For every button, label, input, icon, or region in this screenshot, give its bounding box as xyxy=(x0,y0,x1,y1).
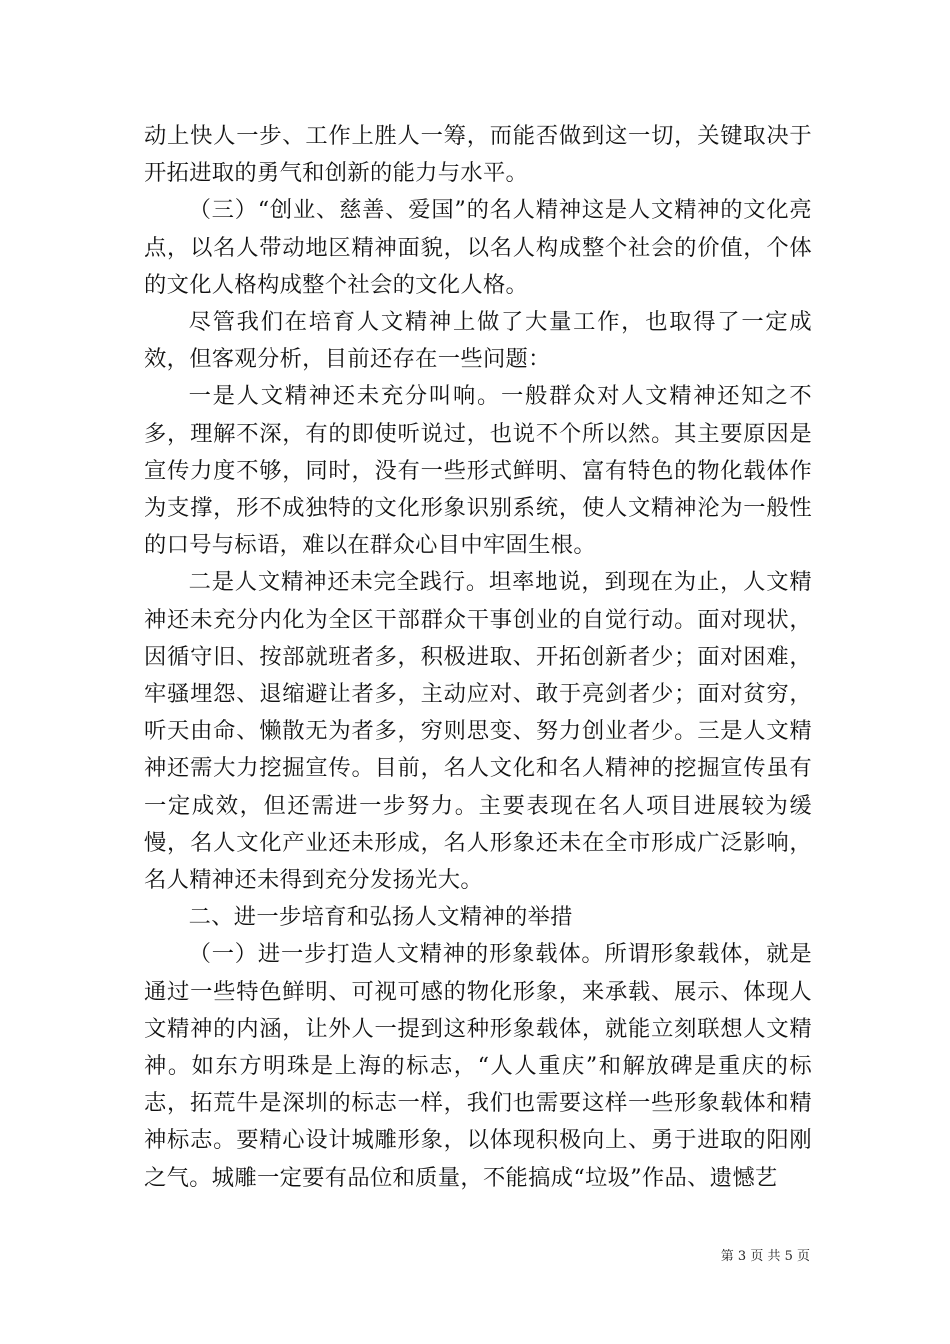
paragraph-measure-one: （一）进一步打造人文精神的形象载体。所谓形象载体，就是通过一些特色鲜明、可视可感的物化形象，来承载、展示、体现人文精神的内涵，让外人一提到这种形象载体，就能立刻联想人文精神。如东方明珠是上海的标志，“人人重庆”和解放碑是重庆的标志，拓荒牛是深圳的标志一样，我们也需要这样一些形象载体和精神标志。要精心设计城雕形象，以体现积极向上、勇于进取的阳刚之气。城雕一定要有品位和质量，不能搞成“垃圾”作品、遗憾艺 xyxy=(144,941,812,1191)
section-heading-measures: 二、进一步培育和弘扬人文精神的举措 xyxy=(188,904,573,931)
paragraph-problem-one: 一是人文精神还未充分叫响。一般群众对人文精神还知之不多，理解不深，有的即使听说过，也说不个所以然。其主要原因是宣传力度不够，同时，没有一些形式鲜明、富有特色的物化载体作为支撑，形不成独特的文化形象识别系统，使人文精神沦为一般性的口号与标语，难以在群众心目中牢固生根。 xyxy=(144,383,812,559)
page-number-footer: 第 3 页 共 5 页 xyxy=(720,1249,810,1264)
paragraph-problem-two-three: 二是人文精神还未完全践行。坦率地说，到现在为止，人文精神还未充分内化为全区干部群众干事创业的自觉行动。面对现状，因循守旧、按部就班者多，积极进取、开拓创新者少；面对困难，牢骚埋怨、退缩避让者多，主动应对、敢于亮剑者少；面对贫穷，听天由命、懒散无为者多，穷则思变、努力创业者少。三是人文精神还需大力挖掘宣传。目前，名人文化和名人精神的挖掘宣传虽有一定成效，但还需进一步努力。主要表现在名人项目进展较为缓慢，名人文化产业还未形成，名人形象还未在全市形成广泛影响，名人精神还未得到充分发扬光大。 xyxy=(144,569,812,894)
paragraph-continued: 动上快人一步、工作上胜人一筹，而能否做到这一切，关键取决于开拓进取的勇气和创新的能力与水平。 xyxy=(144,123,812,187)
document-body xyxy=(144,118,812,1197)
paragraph-problems-intro: 尽管我们在培育人文精神上做了大量工作，也取得了一定成效，但客观分析，目前还存在一些问题： xyxy=(144,309,812,373)
paragraph-section-three: （三）“创业、慈善、爱国”的名人精神这是人文精神的文化亮点，以名人带动地区精神面貌，以名人构成整个社会的价值，个体的文化人格构成整个社会的文化人格。 xyxy=(144,197,812,298)
